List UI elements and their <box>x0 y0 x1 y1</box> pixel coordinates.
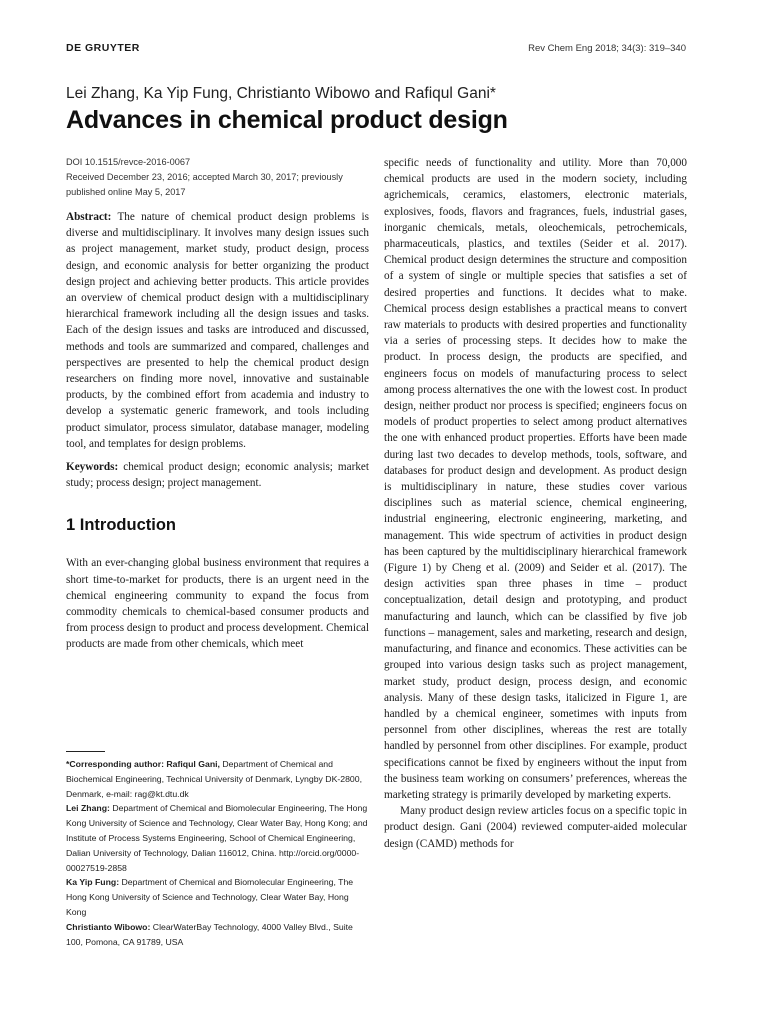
footnote-ka-yip-fung <box>66 875 369 919</box>
received-dates: Received December 23, 2016; accepted March 30, 2017; previously <box>66 172 343 182</box>
footnote-christianto-wibowo <box>66 920 369 950</box>
doi[interactable]: DOI 10.1515/revce-2016-0067 <box>66 157 191 167</box>
footnote-label: Christianto Wibowo: <box>66 921 151 932</box>
abstract-text: The nature of chemical product design problems is diverse and multidisciplinary. It involves many design issues such as project management, market study, product design, process design, and economic analysis for better organizing the product design project and achieving better products. This article provides an overview of chemical product design with a multidisciplinary hierarchical framework including all the design issues and tasks. Each of the design issues and tasks are introduced and discussed, methods and tools are summarized and compared, challenges and perspectives are presented to help the chemical product design researchers on finding more novel, innovative and sustainable products, by the combined effort from academia and industry to develop a systematic generic framework, and tools including product simulator, process simulator, database manager, modeling tool, and templates for design problems. <box>66 211 369 450</box>
section-heading-introduction: 1 Introduction <box>66 516 176 535</box>
body-paragraph: specific needs of functionality and utility. More than 70,000 chemical products are used in the modern society, including agrichemicals, ceramics, elastomers, electronic materials, explosives, foods, flavors and fragrances, fuels, industrial gases, inorganic chemicals, metals, oleochemicals, petrochemicals, pharmaceuticals, plastics, and textiles (Seider et al. 2017). Chemical product design determines the structure and composition of a system of single or multiple species that satisfies a set of desired properties and functions. It decides what to make. Chemical process design establishes a practical means to convert raw materials to products with desired properties and functionality via a series of processing steps. It decides how to make the product. In process design, the products are specified, and engineers focus on models of manufacturing process to select among process alternatives the one with the lowest cost. In product design, neither product nor process is specified; engineers focus on models of product properties to select among product alternatives the one with enhanced product properties. Efforts have been made during last two decades to develop methods, tools, software, and databases for product design and development. As product design is multidisciplinary in nature, these studies cover various disciplines such as material science, chemical engineering, industrial engineering, electronic engineering, marketing, and management. This wide spectrum of activities in product design has been captured by the multidisciplinary hierarchical framework (Figure 1) by Cheng et al. (2009) and Seider et al. (2017). The design activities span three phases in time – product conceptualization, detail design and prototyping, and product manufacturing and launch, which can be classified by five job functions – management, sales and marketing, research and design, manufacturing, and finance and economics. These activities can be grouped into various design tasks such as project management, market study, product design, process design, and economic analysis. Many of these design tasks, italicized in Figure 1, are handled by a chemical engineer, sometimes with inputs from personnel from other disciplines, whereas the rest are totally handled by personnel from other disciplines. For example, product specifications cannot be fixed by engineers without the input from the business team working on consumers’ preferences, whereas the marketing strategy is primarily developed by marketing experts. <box>384 157 687 801</box>
footnote-text: Department of Chemical and Biochemical Engineering, Technical University of Denmark, Lyngby DK-2800, Denmark, e-mail: rag@kt.dtu.dk <box>66 759 363 799</box>
introduction-paragraph: With an ever-changing global business environment that requires a short time-to-market for products, there is an urgent need in the chemical engineering community to expand the focus from commodity chemicals to chemical-based consumer products and from process design to product and process development. Chemical products are made from other chemicals, which meet <box>66 557 369 651</box>
footnote-divider <box>66 751 105 752</box>
author-list: Lei Zhang, Ka Yip Fung, Christianto Wibowo and Rafiqul Gani* <box>66 85 496 102</box>
publisher-name: DE GRUYTER <box>66 42 140 54</box>
footnote-text: Department of Chemical and Biomolecular Engineering, The Hong Kong University of Science and Technology, Clear Water Bay, Hong Kong; and Institute of Process Systems Engineering, School of Chemical Engineering, Dalian University of Technology, Dalian 116012, China. http://orcid.org/0000-00027519-2858 <box>66 803 368 873</box>
abstract-label: Abstract: <box>66 211 112 223</box>
footnotes <box>66 757 369 949</box>
footnote-corresponding-author <box>66 757 369 801</box>
footnote-lei-zhang <box>66 801 369 875</box>
keywords-label: Keywords: <box>66 461 119 474</box>
running-header <box>66 42 686 56</box>
keywords-text: chemical product design; economic analysis; market study; process design; project management. <box>66 461 369 490</box>
left-column <box>66 155 369 653</box>
article-metadata <box>66 155 369 200</box>
footnote-text: ClearWaterBay Technology, 4000 Valley Blvd., Suite 100, Pomona, CA 91789, USA <box>66 921 353 947</box>
journal-reference: Rev Chem Eng 2018; 34(3): 319–340 <box>528 43 686 54</box>
footnote-label: *Corresponding author: Rafiqul Gani, <box>66 759 220 769</box>
keywords <box>66 459 369 491</box>
body-paragraph: Many product design review articles focus on a specific topic in product design. Gani (2004) reviewed computer-aided molecular design (CAMD) methods for <box>384 805 687 850</box>
article-title: Advances in chemical product design <box>66 106 508 134</box>
abstract <box>66 209 369 452</box>
footnote-label: Ka Yip Fung: <box>66 877 120 888</box>
right-column <box>384 155 687 852</box>
published-date: published online May 5, 2017 <box>66 187 186 197</box>
footnote-text: Department of Chemical and Biomolecular Engineering, The Hong Kong University of Science and Technology, Clear Water Bay, Hong Kong <box>66 877 354 917</box>
footnote-label: Lei Zhang: <box>66 803 110 814</box>
